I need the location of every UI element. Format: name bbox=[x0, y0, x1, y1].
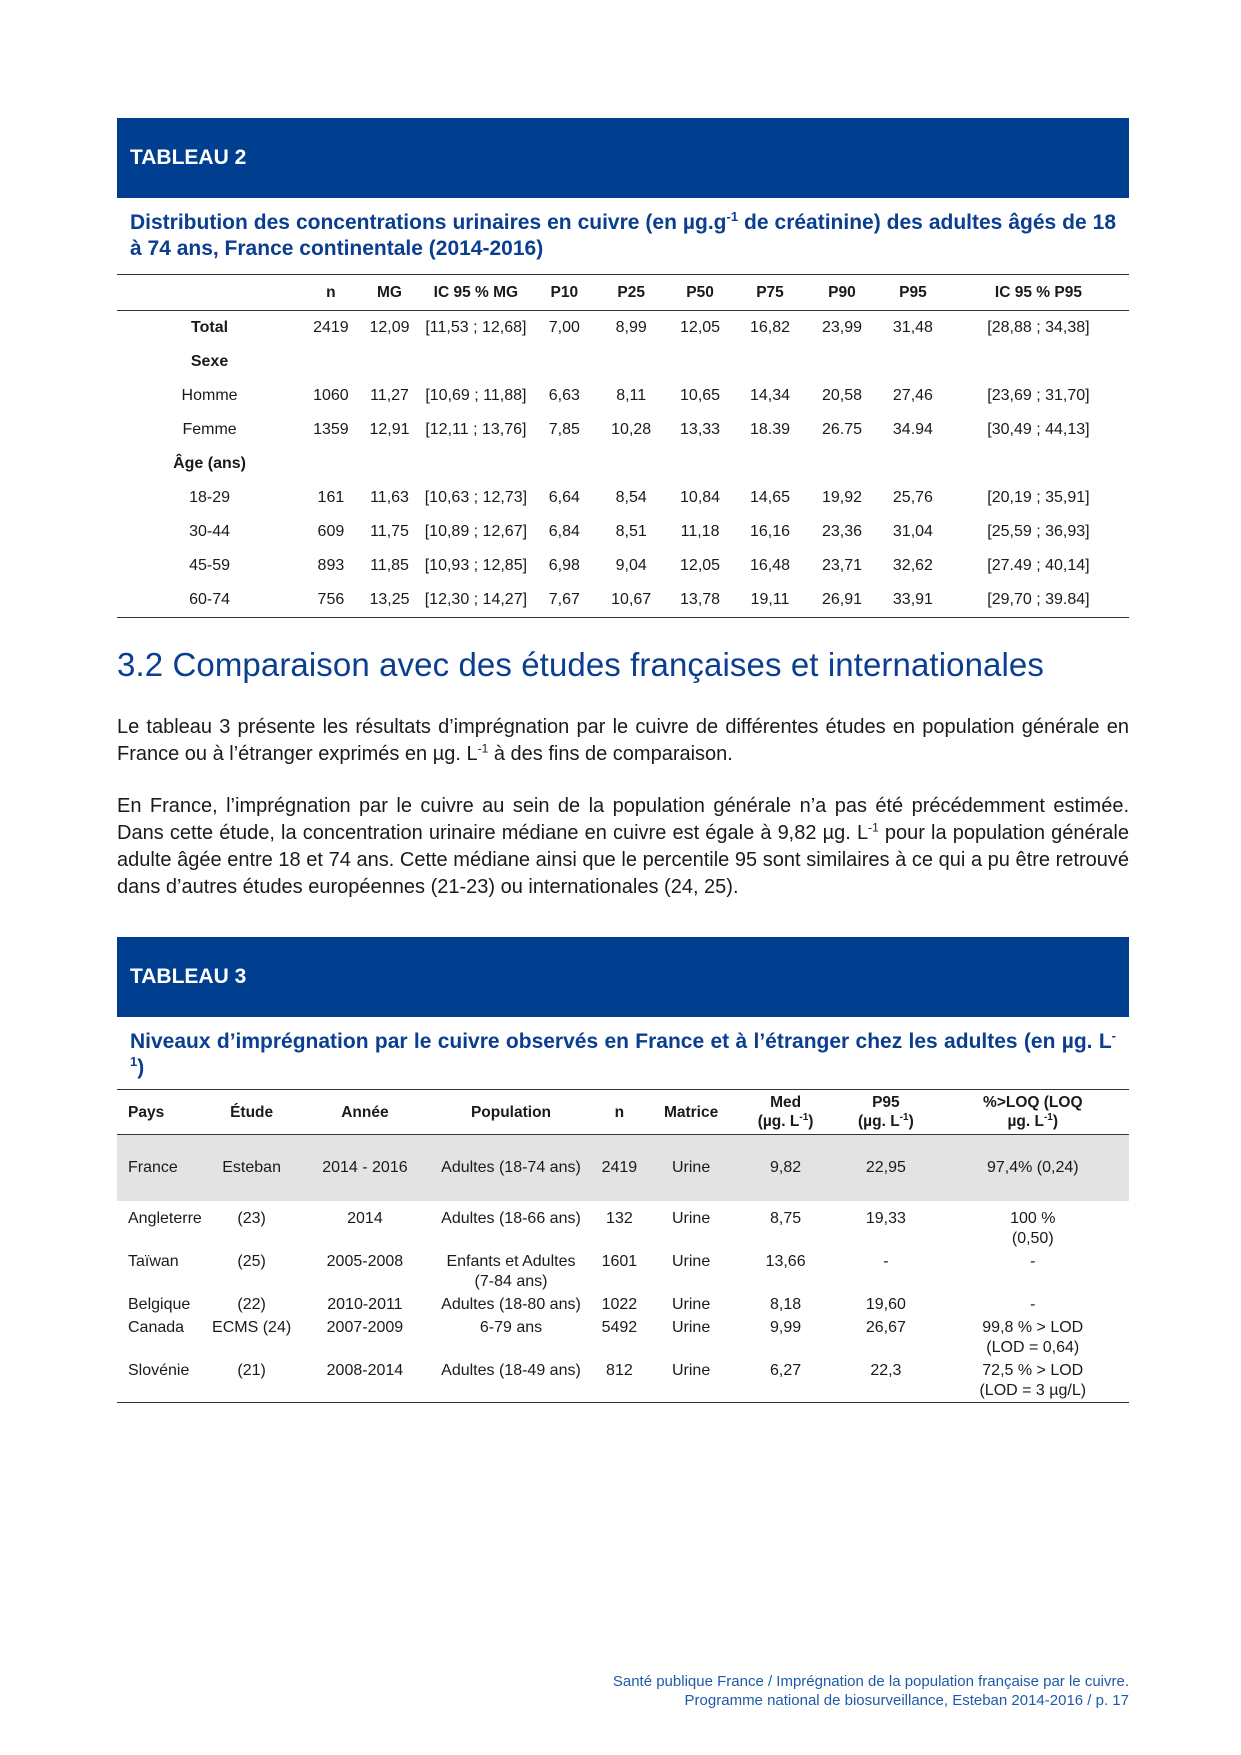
cell-annee bbox=[300, 1135, 429, 1202]
table-cell: 11,63 bbox=[370, 489, 409, 506]
cell-annee bbox=[300, 1207, 429, 1250]
table-cell: 19,11 bbox=[750, 591, 790, 608]
cell-loq bbox=[937, 1135, 1129, 1202]
table-cell bbox=[302, 345, 360, 379]
cell-annee bbox=[300, 1250, 429, 1293]
paragraph-text: pour la population générale adulte âgée entre 18 et 74 ans. Cette médiane ainsi que le percentile 95 sont similaires à ce qui a pu être retrouvé dans d’autres études européennes (21-23) ou internationales (24, 25). bbox=[117, 822, 1129, 898]
header-text: (µg. L bbox=[757, 1113, 800, 1130]
cell-text: Enfants et Adultes bbox=[446, 1253, 576, 1270]
table-cell: [20,19 ; 35,91] bbox=[987, 489, 1090, 506]
cell-text: ECMS (24) bbox=[212, 1319, 292, 1336]
table-cell: 12,91 bbox=[369, 421, 410, 438]
cell-med bbox=[736, 1293, 835, 1316]
cell-text: 72,5 % > LOD bbox=[982, 1362, 1084, 1379]
table-cell: 11,27 bbox=[370, 387, 409, 404]
table-cell bbox=[948, 345, 1129, 379]
table-cell: 25,76 bbox=[892, 489, 933, 506]
table-cell: [10,89 ; 12,67] bbox=[424, 523, 528, 540]
cell-matrice bbox=[646, 1316, 736, 1359]
cell-med bbox=[736, 1207, 835, 1250]
cell-text: Belgique bbox=[128, 1296, 191, 1313]
cell-text: 22,95 bbox=[865, 1159, 906, 1176]
header-text: ) bbox=[1052, 1113, 1059, 1130]
cell-text-line2: (LOD = 0,64) bbox=[986, 1339, 1080, 1356]
header-text: %>LOQ (LOQ bbox=[983, 1094, 1083, 1111]
table-cell bbox=[734, 447, 806, 481]
table-row bbox=[117, 1359, 1129, 1403]
cell-text: Slovénie bbox=[128, 1362, 190, 1379]
cell-text: Adultes (18-80 ans) bbox=[441, 1296, 581, 1313]
cell-text: 19,33 bbox=[865, 1210, 906, 1227]
row-label: Sexe bbox=[190, 353, 229, 370]
cell-pays bbox=[117, 1207, 203, 1250]
cell-text: 1022 bbox=[601, 1296, 638, 1313]
table-cell: 16,82 bbox=[749, 319, 791, 336]
cell-matrice bbox=[646, 1207, 736, 1250]
caption-sup: -1 bbox=[726, 209, 739, 224]
table-row bbox=[117, 447, 1129, 481]
cell-text-line2: (0,50) bbox=[1011, 1230, 1054, 1247]
col-header: P10 bbox=[532, 275, 596, 311]
cell-n bbox=[593, 1207, 647, 1250]
cell-text: 99,8 % > LOD bbox=[982, 1319, 1084, 1336]
cell-text: (21) bbox=[237, 1362, 266, 1379]
table-cell: 10,28 bbox=[611, 421, 652, 438]
table-cell: [29,70 ; 39.84] bbox=[987, 591, 1090, 608]
cell-med bbox=[736, 1135, 835, 1202]
cell-etude bbox=[203, 1293, 301, 1316]
table-row bbox=[117, 1135, 1129, 1202]
cell-n bbox=[593, 1250, 647, 1293]
cell-text: Adultes (18-66 ans) bbox=[441, 1210, 581, 1227]
table-row bbox=[117, 583, 1129, 618]
tableau2-table bbox=[117, 274, 1129, 618]
cell-text: 8,75 bbox=[770, 1210, 802, 1227]
cell-text: 13,66 bbox=[765, 1253, 806, 1270]
footer-line-2: Programme national de biosurveillance, Esteban 2014-2016 / p. 17 bbox=[684, 1692, 1129, 1709]
col-header: P75 bbox=[734, 275, 806, 311]
cell-text: (25) bbox=[237, 1253, 266, 1270]
table-cell: 8,11 bbox=[616, 387, 647, 404]
cell-population bbox=[429, 1293, 592, 1316]
cell-p95 bbox=[835, 1250, 936, 1293]
cell-text: 132 bbox=[606, 1210, 633, 1227]
cell-text: 2007-2009 bbox=[326, 1319, 404, 1336]
cell-n bbox=[593, 1316, 647, 1359]
table-cell bbox=[419, 447, 532, 481]
tableau3-header-row bbox=[117, 1090, 1129, 1135]
col-header: P25 bbox=[596, 275, 666, 311]
table-cell: 11,75 bbox=[370, 523, 409, 540]
caption-text: ) bbox=[137, 1056, 145, 1079]
table-cell: 13,78 bbox=[680, 591, 721, 608]
cell-p95 bbox=[835, 1135, 936, 1202]
cell-text: Angleterre bbox=[128, 1210, 202, 1227]
cell-annee bbox=[300, 1316, 429, 1359]
table-cell: 11,85 bbox=[370, 557, 409, 574]
cell-loq bbox=[937, 1316, 1129, 1359]
row-label: 45-59 bbox=[189, 557, 231, 574]
cell-text: (22) bbox=[237, 1296, 266, 1313]
cell-n bbox=[593, 1293, 647, 1316]
table-row bbox=[117, 1316, 1129, 1359]
table-cell: 6,63 bbox=[548, 387, 580, 404]
cell-text: 2005-2008 bbox=[326, 1253, 404, 1270]
paragraph-text: En France, l’imprégnation par le cuivre au sein de la population générale n’a pas été précédemment estimée. Dans cette étude, la concentration urinaire médiane en cuivre est égale à 9,82 µg. L bbox=[117, 795, 1129, 844]
table-cell: 6,64 bbox=[548, 489, 580, 506]
table-cell bbox=[360, 447, 420, 481]
cell-loq bbox=[937, 1293, 1129, 1316]
tableau3-banner bbox=[117, 937, 1129, 1017]
tableau2-caption bbox=[117, 198, 1129, 274]
footer-line-1: Santé publique France / Imprégnation de la population française par le cuivre. bbox=[612, 1673, 1129, 1690]
row-label: Total bbox=[191, 319, 229, 336]
paragraph-2 bbox=[117, 793, 1129, 901]
cell-med bbox=[736, 1359, 835, 1403]
cell-matrice bbox=[646, 1359, 736, 1403]
table-cell: [25,59 ; 36,93] bbox=[987, 523, 1090, 540]
table-cell: [10,93 ; 12,85] bbox=[424, 557, 528, 574]
cell-text: Esteban bbox=[222, 1159, 281, 1176]
cell-text: - bbox=[1030, 1253, 1036, 1270]
table-cell bbox=[532, 345, 596, 379]
table-cell: 10,65 bbox=[680, 387, 721, 404]
table-cell: [10,69 ; 11,88] bbox=[425, 387, 527, 404]
table-cell: 1359 bbox=[313, 421, 349, 438]
col-header: P90 bbox=[806, 275, 878, 311]
table-cell: 23,71 bbox=[821, 557, 862, 574]
cell-text: Taïwan bbox=[128, 1253, 179, 1270]
table-cell: 609 bbox=[317, 523, 345, 540]
row-label: 18-29 bbox=[189, 489, 231, 506]
paragraph-text: Le tableau 3 présente les résultats d’imprégnation par le cuivre de différentes études en population générale en France ou à l’étranger exprimés en µg. L bbox=[117, 716, 1129, 765]
tableau3-caption bbox=[117, 1017, 1129, 1089]
cell-text: 6,27 bbox=[770, 1362, 802, 1379]
table-row bbox=[117, 345, 1129, 379]
table-row bbox=[117, 1250, 1129, 1293]
table-cell: [30,49 ; 44,13] bbox=[987, 421, 1090, 438]
cell-text: 2010-2011 bbox=[327, 1296, 403, 1313]
table-cell bbox=[806, 345, 878, 379]
table-cell: [23,69 ; 31,70] bbox=[987, 387, 1090, 404]
table-cell: 8,51 bbox=[615, 523, 647, 540]
table-row bbox=[117, 1207, 1129, 1250]
cell-loq bbox=[937, 1250, 1129, 1293]
table-cell: 14,34 bbox=[749, 387, 791, 404]
cell-etude bbox=[203, 1135, 301, 1202]
table-cell: 12,09 bbox=[369, 319, 410, 336]
table-cell: 18.39 bbox=[749, 421, 791, 438]
table-cell: 27,46 bbox=[892, 387, 933, 404]
header-text: P95 bbox=[872, 1094, 900, 1111]
table-cell bbox=[734, 345, 806, 379]
tableau3-table bbox=[117, 1089, 1129, 1403]
table-cell: 26.75 bbox=[821, 421, 862, 438]
table-cell bbox=[948, 447, 1129, 481]
table-cell: 20,58 bbox=[821, 387, 862, 404]
row-label: Homme bbox=[181, 387, 238, 404]
paragraph-1 bbox=[117, 714, 1129, 768]
col-header: IC 95 % P95 bbox=[948, 275, 1129, 311]
header-text: µg. L bbox=[1007, 1113, 1044, 1130]
col-header-med bbox=[736, 1090, 835, 1135]
cell-p95 bbox=[835, 1359, 936, 1403]
col-header-population: Population bbox=[429, 1090, 592, 1135]
table-cell: [12,30 ; 14,27] bbox=[424, 591, 528, 608]
cell-text: 2419 bbox=[601, 1159, 638, 1176]
table-cell bbox=[666, 345, 734, 379]
cell-etude bbox=[203, 1316, 301, 1359]
cell-med bbox=[736, 1316, 835, 1359]
col-header bbox=[117, 275, 302, 311]
header-text: Med bbox=[770, 1094, 802, 1111]
table-cell: 1060 bbox=[313, 387, 349, 404]
table-cell: 31,04 bbox=[892, 523, 933, 540]
table-cell bbox=[302, 447, 360, 481]
cell-med bbox=[736, 1250, 835, 1293]
table-cell bbox=[596, 447, 666, 481]
table-cell: [27.49 ; 40,14] bbox=[987, 557, 1090, 574]
table-cell: 11,18 bbox=[680, 523, 720, 540]
cell-text: Urine bbox=[671, 1253, 711, 1270]
table-row bbox=[117, 379, 1129, 413]
col-header: n bbox=[302, 275, 360, 311]
cell-text: 2014 - 2016 bbox=[322, 1159, 408, 1176]
caption-sup: -1 bbox=[130, 1028, 1116, 1069]
cell-pays bbox=[117, 1250, 203, 1293]
table-cell: [12,11 ; 13,76] bbox=[425, 421, 527, 438]
cell-text: 6-79 ans bbox=[479, 1319, 543, 1336]
cell-text: 22,3 bbox=[870, 1362, 902, 1379]
row-label: 30-44 bbox=[189, 523, 231, 540]
col-header: P95 bbox=[878, 275, 948, 311]
table-row bbox=[117, 1293, 1129, 1316]
col-header-p95 bbox=[835, 1090, 936, 1135]
cell-p95 bbox=[835, 1207, 936, 1250]
cell-text: - bbox=[1030, 1296, 1036, 1313]
cell-text-line2: (7-84 ans) bbox=[474, 1273, 548, 1290]
cell-n bbox=[593, 1135, 647, 1202]
tableau2-banner bbox=[117, 118, 1129, 198]
table-cell bbox=[419, 345, 532, 379]
cell-text: Urine bbox=[671, 1210, 711, 1227]
cell-text: 26,67 bbox=[865, 1319, 906, 1336]
tableau2-header-row bbox=[117, 275, 1129, 311]
header-sup: -1 bbox=[1043, 1111, 1053, 1123]
table-cell: [10,63 ; 12,73] bbox=[424, 489, 528, 506]
cell-n bbox=[593, 1359, 647, 1403]
table-cell: 756 bbox=[317, 591, 345, 608]
table-cell bbox=[878, 447, 948, 481]
cell-etude bbox=[203, 1250, 301, 1293]
caption-text: Niveaux d’imprégnation par le cuivre observés en France et à l’étranger chez les adultes (en µg. L bbox=[130, 1030, 1112, 1053]
cell-text-line2: (LOD = 3 µg/L) bbox=[979, 1382, 1087, 1399]
cell-population bbox=[429, 1316, 592, 1359]
row-label: 60-74 bbox=[189, 591, 231, 608]
cell-pays bbox=[117, 1135, 203, 1202]
cell-text: - bbox=[883, 1253, 889, 1270]
tableau3-banner-label: TABLEAU 3 bbox=[130, 965, 247, 988]
paragraph-sup: -1 bbox=[477, 741, 489, 756]
table-cell bbox=[596, 345, 666, 379]
cell-text: Urine bbox=[671, 1159, 711, 1176]
cell-p95 bbox=[835, 1293, 936, 1316]
table-cell: 23,99 bbox=[821, 319, 862, 336]
section-title: 3.2 Comparaison avec des études françaises et internationales bbox=[117, 646, 1044, 683]
page-footer bbox=[613, 1672, 1129, 1710]
table-cell: 13,33 bbox=[680, 421, 721, 438]
cell-pays bbox=[117, 1316, 203, 1359]
header-sup: -1 bbox=[799, 1111, 809, 1123]
col-header-annee: Année bbox=[300, 1090, 429, 1135]
cell-annee bbox=[300, 1293, 429, 1316]
cell-population bbox=[429, 1207, 592, 1250]
cell-text: Canada bbox=[128, 1319, 185, 1336]
table-cell: 16,16 bbox=[749, 523, 791, 540]
table-cell: 6,98 bbox=[548, 557, 580, 574]
header-text: ) bbox=[808, 1113, 814, 1130]
table-cell bbox=[532, 447, 596, 481]
table-cell bbox=[666, 447, 734, 481]
caption-text: de créatinine) des adultes âgés de 18 à 74 ans, France continentale (2014-2016) bbox=[130, 211, 1116, 260]
col-header: IC 95 % MG bbox=[419, 275, 532, 311]
table-cell: 10,67 bbox=[611, 591, 652, 608]
cell-text: 2014 bbox=[347, 1210, 383, 1227]
table-cell: 8,54 bbox=[615, 489, 647, 506]
cell-loq bbox=[937, 1359, 1129, 1403]
cell-pays bbox=[117, 1359, 203, 1403]
table-cell: 2419 bbox=[313, 319, 349, 336]
cell-text: (23) bbox=[237, 1210, 266, 1227]
row-label: Âge (ans) bbox=[173, 455, 246, 472]
table-cell: 7,00 bbox=[548, 319, 580, 336]
cell-etude bbox=[203, 1207, 301, 1250]
cell-text: 8,18 bbox=[770, 1296, 802, 1313]
cell-text: Urine bbox=[671, 1362, 711, 1379]
col-header: P50 bbox=[666, 275, 734, 311]
table-row bbox=[117, 549, 1129, 583]
col-header-pays: Pays bbox=[117, 1090, 203, 1135]
table-cell: 12,05 bbox=[680, 319, 721, 336]
cell-loq bbox=[937, 1207, 1129, 1250]
cell-text: 19,60 bbox=[865, 1296, 906, 1313]
table-cell bbox=[360, 345, 420, 379]
cell-text: 5492 bbox=[601, 1319, 638, 1336]
cell-text: 9,99 bbox=[770, 1319, 802, 1336]
cell-pays bbox=[117, 1293, 203, 1316]
table-cell: 16,48 bbox=[749, 557, 791, 574]
cell-text: 97,4% (0,24) bbox=[986, 1159, 1079, 1176]
col-header-etude: Étude bbox=[203, 1090, 301, 1135]
col-header-loq bbox=[937, 1090, 1129, 1135]
cell-population bbox=[429, 1359, 592, 1403]
header-text: (µg. L bbox=[858, 1113, 900, 1130]
table-cell: 23,36 bbox=[821, 523, 862, 540]
table-cell: 9,04 bbox=[615, 557, 647, 574]
table-cell: 161 bbox=[317, 489, 345, 506]
cell-text: 9,82 bbox=[770, 1159, 802, 1176]
table-cell: 33,91 bbox=[892, 591, 933, 608]
table-cell bbox=[806, 447, 878, 481]
cell-matrice bbox=[646, 1293, 736, 1316]
cell-text: Adultes (18-74 ans) bbox=[441, 1159, 581, 1176]
cell-matrice bbox=[646, 1250, 736, 1293]
table-cell: 34.94 bbox=[892, 421, 933, 438]
table-cell: 7,85 bbox=[548, 421, 580, 438]
table-cell: 7,67 bbox=[548, 591, 580, 608]
col-header-matrice: Matrice bbox=[646, 1090, 736, 1135]
paragraph-text: à des fins de comparaison. bbox=[488, 743, 733, 765]
col-header: MG bbox=[360, 275, 420, 311]
table-cell: 12,05 bbox=[680, 557, 721, 574]
table-cell bbox=[878, 345, 948, 379]
table-cell: 893 bbox=[317, 557, 345, 574]
cell-annee bbox=[300, 1359, 429, 1403]
table-cell: 6,84 bbox=[548, 523, 580, 540]
table-cell: 31,48 bbox=[892, 319, 933, 336]
table-cell: 32,62 bbox=[892, 557, 933, 574]
table-row bbox=[117, 413, 1129, 447]
table-cell: [28,88 ; 34,38] bbox=[987, 319, 1090, 336]
table-row bbox=[117, 311, 1129, 346]
table-cell: 8,99 bbox=[615, 319, 647, 336]
cell-etude bbox=[203, 1359, 301, 1403]
cell-text: Urine bbox=[671, 1319, 711, 1336]
cell-text: Urine bbox=[671, 1296, 711, 1313]
cell-text: 2008-2014 bbox=[326, 1362, 404, 1379]
tableau2-banner-label: TABLEAU 2 bbox=[130, 146, 247, 169]
cell-matrice bbox=[646, 1135, 736, 1202]
cell-text: 812 bbox=[606, 1362, 633, 1379]
table-row bbox=[117, 515, 1129, 549]
page-content bbox=[117, 118, 1129, 1403]
caption-text: Distribution des concentrations urinaires en cuivre (en µg.g bbox=[130, 211, 727, 234]
table-cell: 14,65 bbox=[749, 489, 791, 506]
header-text: ) bbox=[908, 1113, 914, 1130]
cell-population bbox=[429, 1135, 592, 1202]
table-cell: 26,91 bbox=[821, 591, 862, 608]
cell-text: 100 % bbox=[1010, 1210, 1056, 1227]
table-row bbox=[117, 481, 1129, 515]
cell-population bbox=[429, 1250, 592, 1293]
paragraph-sup: -1 bbox=[868, 820, 879, 835]
table-cell: 19,92 bbox=[821, 489, 862, 506]
cell-text: Adultes (18-49 ans) bbox=[441, 1362, 581, 1379]
col-header-n: n bbox=[593, 1090, 647, 1135]
table-cell: 13,25 bbox=[369, 591, 410, 608]
header-sup: -1 bbox=[899, 1111, 909, 1123]
cell-p95 bbox=[835, 1316, 936, 1359]
cell-text: France bbox=[128, 1159, 178, 1176]
table-cell: [11,53 ; 12,68] bbox=[425, 319, 527, 336]
row-label: Femme bbox=[182, 421, 237, 438]
cell-text: 1601 bbox=[601, 1253, 638, 1270]
table-cell: 10,84 bbox=[680, 489, 721, 506]
